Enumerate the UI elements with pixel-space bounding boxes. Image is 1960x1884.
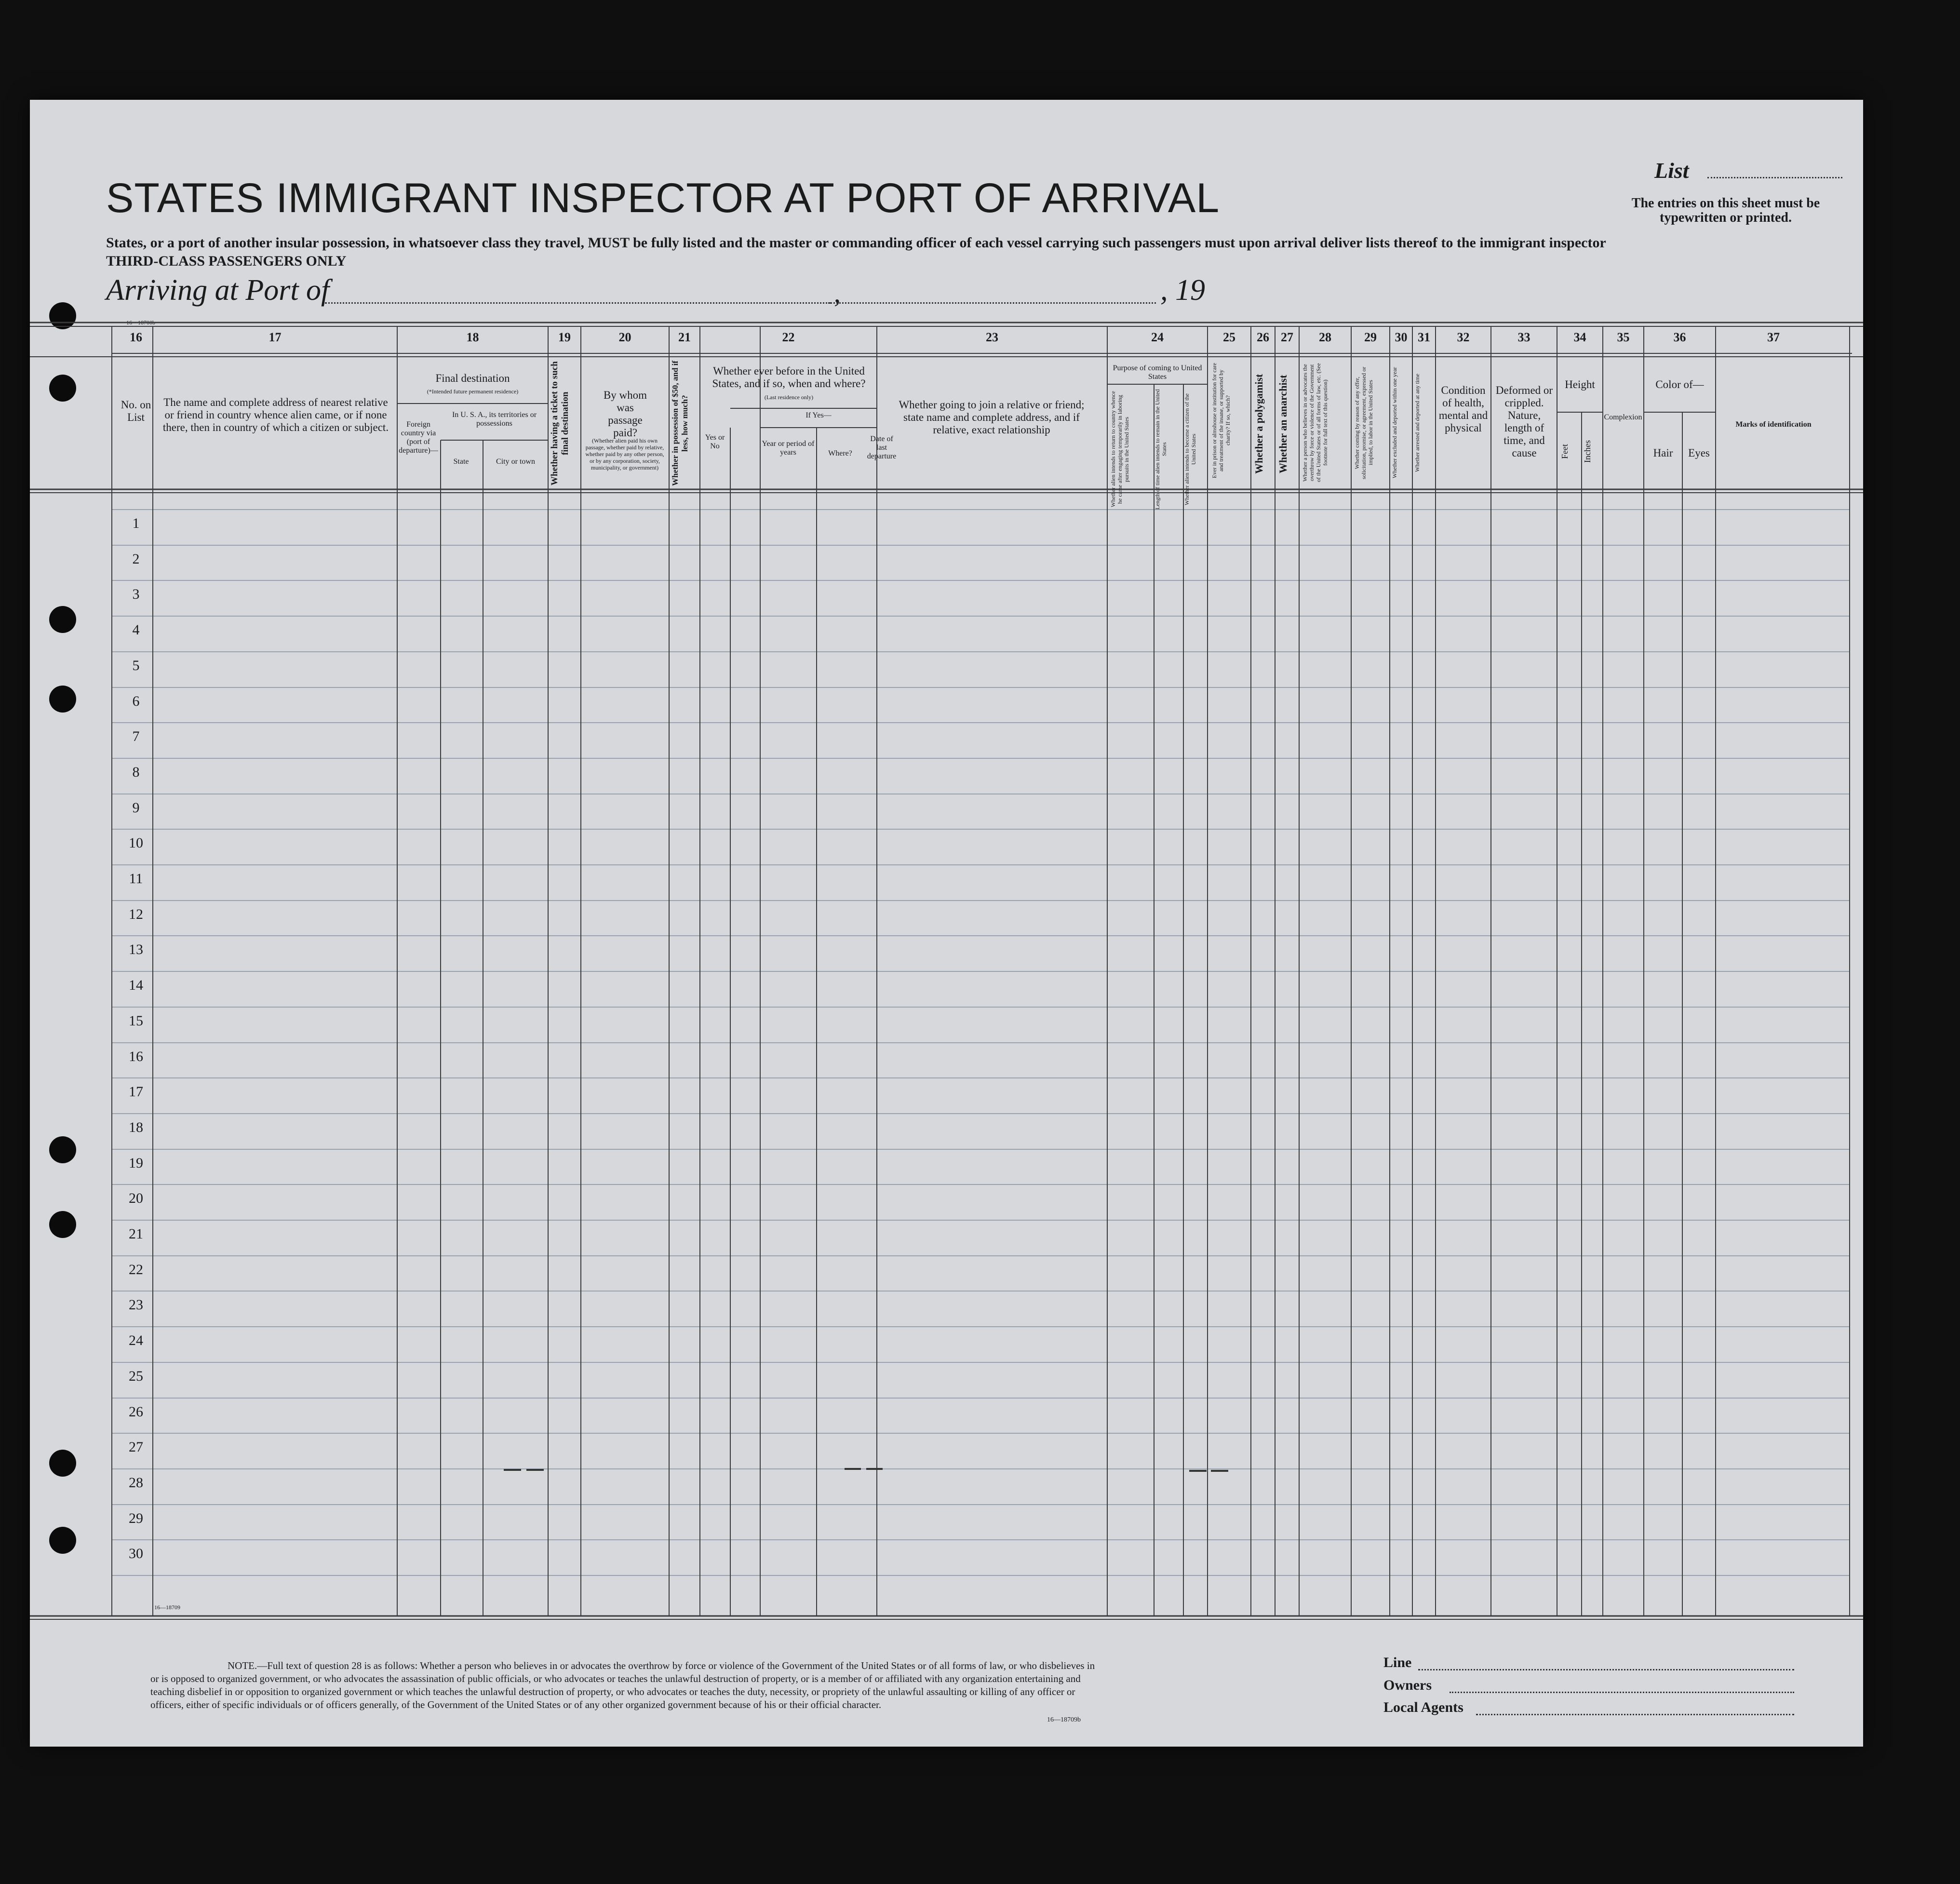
col-22-num: 22: [782, 330, 795, 344]
col-24-sub2: Length of time alien intends to remain in the United States: [1154, 389, 1168, 510]
row-number: 15: [129, 1013, 143, 1029]
col-35-label: Complexion: [1604, 413, 1642, 421]
owners-label: Owners: [1383, 1677, 1432, 1693]
form-title: STATES IMMIGRANT INSPECTOR AT PORT OF ARRIVAL: [106, 175, 1220, 221]
row-number: 28: [129, 1475, 143, 1491]
col-20-num: 20: [618, 330, 631, 344]
col-30-label: Whether excluded and deported within one year: [1391, 367, 1398, 479]
col-23-label: Whether going to join a relative or friend; state name and complete address, and if relative, exact relationship: [899, 399, 1085, 436]
ink-mark: [866, 1468, 883, 1470]
col-21-num: 21: [678, 330, 691, 344]
col-28-num: 28: [1319, 330, 1331, 344]
manifest-page: [30, 100, 1863, 1747]
col-33-num: 33: [1517, 330, 1530, 344]
row-number: 24: [129, 1332, 143, 1348]
passenger-class-line: THIRD-CLASS PASSENGERS ONLY: [106, 253, 347, 269]
col-36-eyes: Eyes: [1688, 447, 1710, 459]
col-20-label: By whom was passage paid?: [603, 389, 647, 439]
row-number: 4: [132, 622, 140, 638]
list-label: List: [1654, 158, 1689, 183]
col-24-sub3: Whether alien intends to become a citizen of the United States: [1183, 393, 1197, 505]
col-16-label: No. on List: [121, 399, 151, 423]
col-32-num: 32: [1457, 330, 1470, 344]
row-number: 16: [129, 1049, 143, 1064]
col-18-state: State: [453, 458, 469, 466]
col-36-hair: Hair: [1653, 447, 1673, 459]
row-number: 7: [132, 728, 140, 744]
row-number: 21: [129, 1226, 143, 1242]
row-number: 27: [129, 1439, 143, 1455]
local-agents-label: Local Agents: [1383, 1699, 1463, 1715]
row-number: 20: [129, 1190, 143, 1206]
row-number: 23: [129, 1297, 143, 1313]
ink-mark: [845, 1468, 861, 1470]
year-prefix: , 19: [1160, 274, 1205, 307]
col-25-num: 25: [1223, 330, 1235, 344]
row-number: 25: [129, 1368, 143, 1384]
col-19-label: Whether having a ticket to such final destination: [550, 361, 570, 485]
form-code-top: 16—18700b: [126, 319, 155, 326]
col-17-num: 17: [268, 330, 282, 344]
row-number: 1: [132, 515, 140, 531]
col-18-city: City or town: [496, 458, 535, 466]
col-32-label: Condition of health, mental and physical: [1438, 384, 1488, 434]
col-25-label: Ever in prison or almshouse or institution for care and treatment of the insane, or supported by charity? If so, which?: [1211, 363, 1231, 478]
local-agents-field[interactable]: [1476, 1714, 1794, 1715]
row-number: 18: [129, 1119, 143, 1135]
row-number: 12: [129, 906, 143, 922]
form-subtitle: States, or a port of another insular possession, in whatsoever class they travel, MUST be fully listed and the master or commanding officer of each vessel carrying such passengers must upon arrival deliver lists thereof to the immigrant inspector: [106, 235, 1606, 251]
col-18-usa: In U. S. A., its territories or possessions: [452, 411, 537, 428]
row-number: 13: [129, 942, 143, 957]
row-number: 5: [132, 658, 140, 673]
col-34-inches: Inches: [1583, 440, 1592, 463]
row-number: 17: [129, 1084, 143, 1100]
col-34-feet: Feet: [1560, 444, 1570, 459]
arriving-comma: ,: [834, 279, 841, 309]
col-22-label: Whether ever before in the United States, and if so, when and where?: [712, 365, 866, 390]
arriving-port-label: Arriving at Port of: [106, 274, 330, 307]
col-28-label: Whether a person who believes in or advocates the overthrow by force or violence of the Government of the United States or of all forms of law, etc. (See footnote for full text of this question): [1302, 363, 1329, 483]
col-22-yesno: Yes or No: [705, 433, 725, 450]
col-26-num: 26: [1257, 330, 1269, 344]
col-33-label: Deformed or crippled. Nature, length of time, and cause: [1495, 384, 1553, 459]
question-28-footnote: NOTE.—Full text of question 28 is as follows: Whether a person who believes in or advocates the overthrow by force or violence of the Government of the United States or of all forms of law, or who disbelieves in or is opposed to organized government, or who advocates the assassination of public officials, or who advocates or teaches the unlawful destruction of property, or is a member of or affiliated with any organization entertaining and teaching disbelief in or opposition to organized government or which teaches the unlawful destruction of property, or who advocates or teaches the duty, necessity, or propriety of the unlawful assaulting or killing of any officer or officers, either of specific individuals or of officers generally, of the Government of the United States or of any other organized government because of his or their official character.: [150, 1660, 1095, 1710]
row-number: 26: [129, 1404, 143, 1420]
col-31-label: Whether arrested and deported at any time: [1414, 374, 1421, 472]
col-29-num: 29: [1364, 330, 1377, 344]
col-37-num: 37: [1767, 330, 1780, 344]
line-field[interactable]: [1418, 1669, 1794, 1670]
col-35-num: 35: [1617, 330, 1630, 344]
col-34-num: 34: [1573, 330, 1586, 344]
col-22-where: Where?: [828, 449, 852, 458]
col-22-year: Year or period of years: [762, 440, 815, 457]
row-number: 22: [129, 1262, 143, 1278]
col-26-label: Whether a polygamist: [1253, 374, 1265, 474]
table-grid: [30, 100, 1863, 1747]
col-18-label: Final destination: [435, 372, 510, 384]
col-16-num: 16: [130, 330, 142, 344]
col-29-label: Whether coming by reason of any offer, solicitation, promise, or agreement, expressed or implied, to labor in the United States: [1354, 366, 1374, 479]
line-label: Line: [1383, 1655, 1412, 1670]
row-number: 9: [132, 800, 140, 816]
row-number: 19: [129, 1155, 143, 1171]
row-number: 10: [129, 835, 143, 851]
row-number: 3: [132, 586, 140, 602]
ink-mark: [526, 1469, 544, 1471]
col-30-num: 30: [1395, 330, 1408, 344]
form-code-bottom: 16—18709: [154, 1604, 180, 1611]
owners-field[interactable]: [1450, 1692, 1794, 1693]
col-22-note: (Last residence only): [764, 394, 814, 401]
col-22-ifyes: If Yes—: [805, 411, 832, 419]
col-17-label: The name and complete address of nearest relative or friend in country whence alien came, or if none there, then in country of which a citizen or subject.: [162, 396, 389, 433]
col-21-label: Whether in possession of $50, and if less, how much?: [671, 361, 689, 486]
col-18-num: 18: [466, 330, 479, 344]
col-36-num: 36: [1673, 330, 1686, 344]
col-23-num: 23: [986, 330, 998, 344]
col-27-num: 27: [1281, 330, 1293, 344]
entries-instruction: The entries on this sheet must be typewritten or printed.: [1631, 196, 1820, 225]
row-number: 8: [132, 764, 140, 780]
ink-mark: [1211, 1470, 1228, 1472]
col-18-foreign: Foreign country via (port of departure)—: [399, 420, 438, 455]
col-22-date: Date of last departure: [867, 435, 897, 460]
col-37-label: Marks of identification: [1735, 420, 1812, 429]
col-20-note: (Whether alien paid his own passage, whether paid by relative, whether paid by any other person, or by any corporation, society, municipality, or government): [585, 437, 664, 471]
ink-mark: [1189, 1470, 1207, 1472]
row-number: 29: [129, 1510, 143, 1526]
row-number: 2: [132, 551, 140, 567]
col-24-sub1: Whether alien intends to return to country whence he came after engaging temporarily in laboring pursuits in the United States: [1110, 391, 1130, 508]
footnote-form-code: 16—18709b: [1047, 1716, 1081, 1723]
col-34-label: Height: [1565, 378, 1595, 390]
col-19-num: 19: [558, 330, 571, 344]
col-18-note: (*Intended future permanent residence): [427, 388, 519, 395]
col-27-label: Whether an anarchist: [1277, 375, 1289, 473]
row-number: 30: [129, 1546, 143, 1561]
row-number: 14: [129, 977, 143, 993]
row-number: 11: [129, 871, 143, 887]
col-36-label: Color of—: [1655, 378, 1704, 390]
col-24-num: 24: [1151, 330, 1164, 344]
row-number: 6: [132, 693, 140, 709]
ink-mark: [504, 1469, 521, 1471]
col-31-num: 31: [1418, 330, 1430, 344]
col-24-label: Purpose of coming to United States: [1113, 364, 1202, 381]
